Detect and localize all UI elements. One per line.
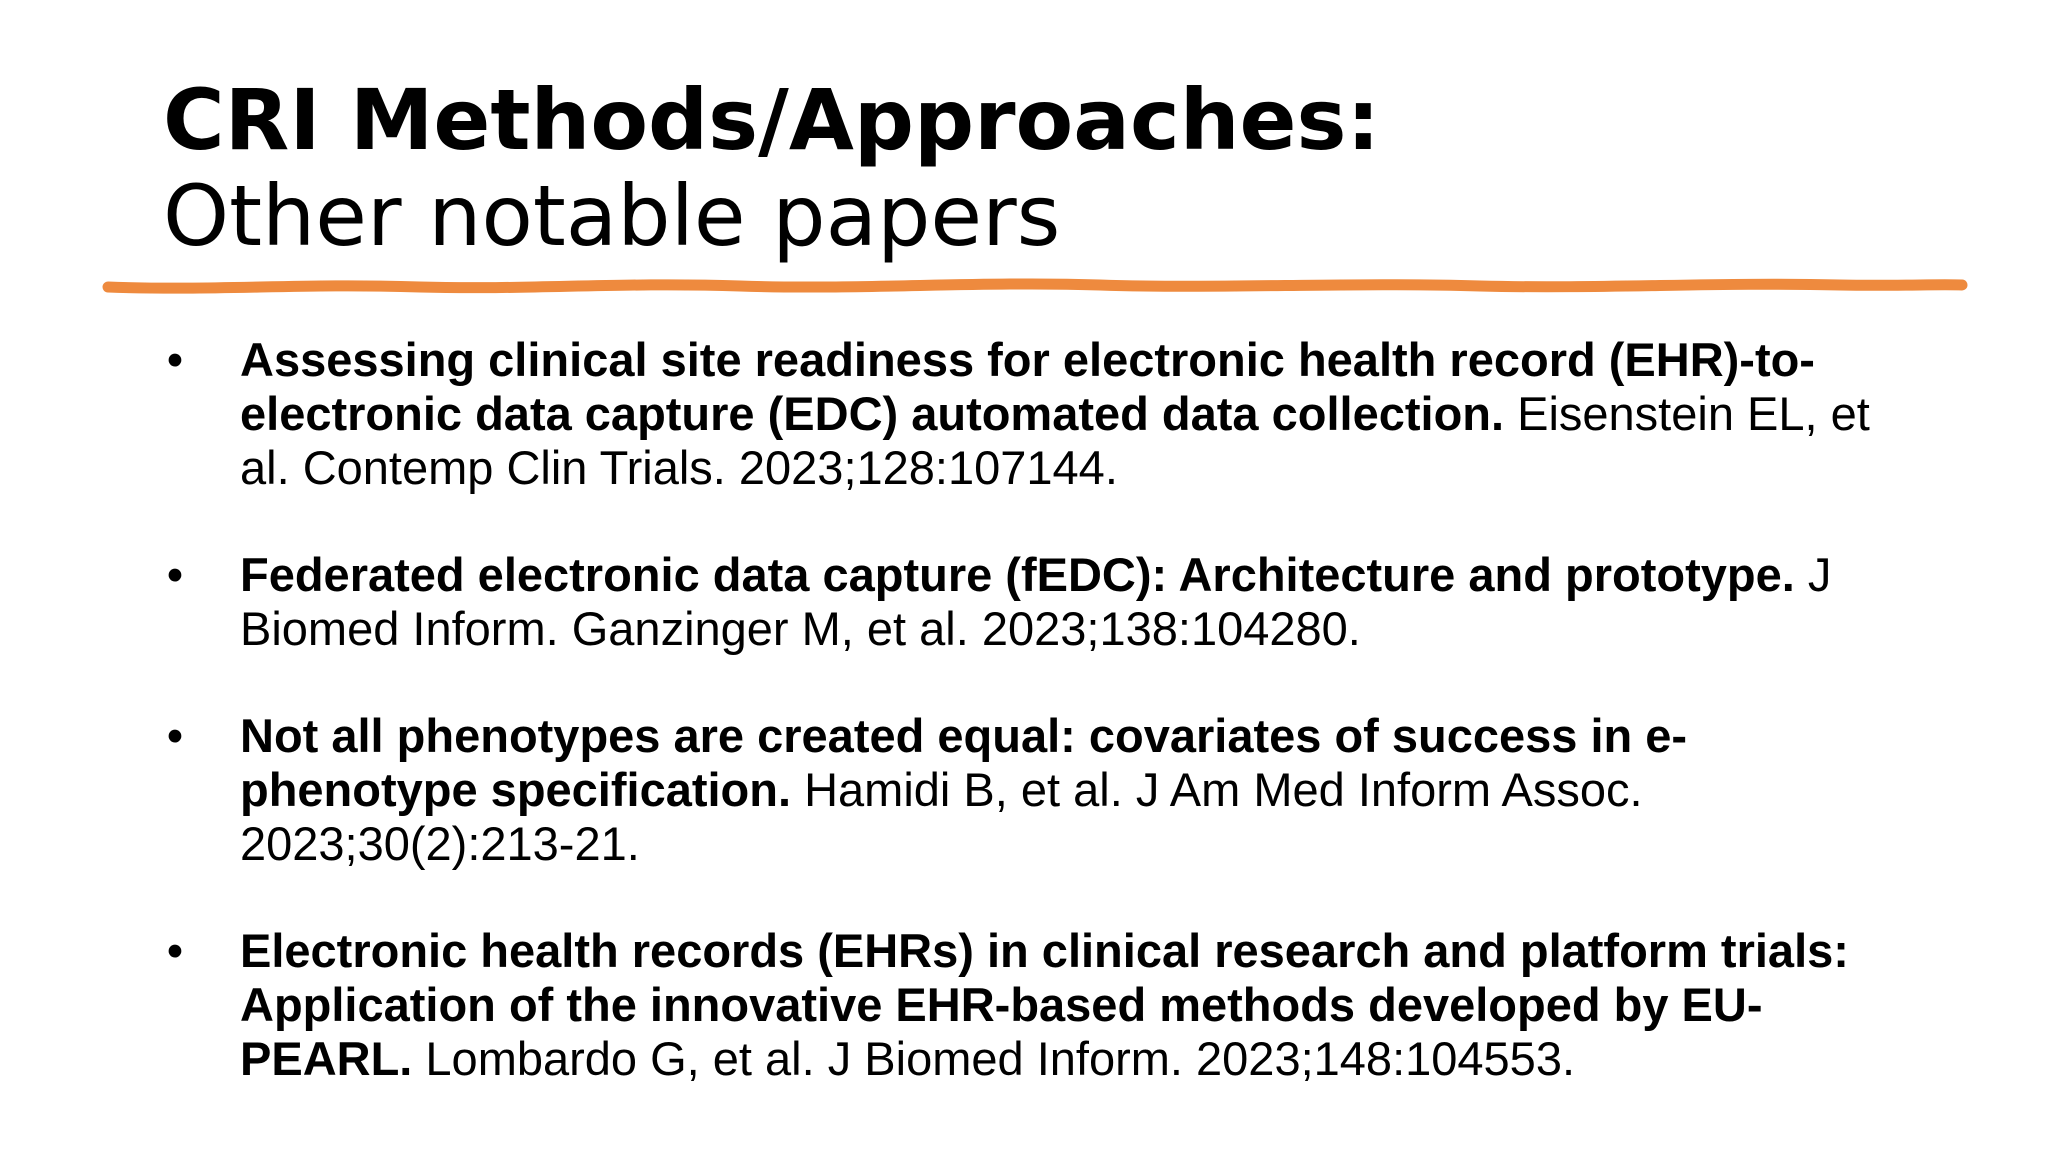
- bullet-icon: •: [166, 333, 184, 386]
- reference-citation: J Biomed Inform. Ganzinger M, et al. 2023;138:104280.: [240, 548, 1832, 655]
- reference-item: [160, 333, 1920, 495]
- reference-title: Not all phenotypes are created equal: covariates of success in e-phenotype specification.: [240, 709, 1688, 816]
- slide-title: CRI Methods/Approaches:: [163, 71, 1381, 169]
- reference-list: [160, 333, 1920, 1139]
- title-block: [163, 72, 1380, 264]
- reference-title: Assessing clinical site readiness for electronic health record (EHR)-to-electronic data capture (EDC) automated data collection.: [240, 333, 1815, 440]
- reference-citation: Lombardo G, et al. J Biomed Inform. 2023;148:104553.: [425, 1032, 1576, 1085]
- reference-citation: Hamidi B, et al. J Am Med Inform Assoc. 2023;30(2):213-21.: [240, 763, 1643, 870]
- bullet-icon: •: [166, 924, 184, 977]
- orange-underline-decoration: [100, 265, 1970, 305]
- bullet-icon: •: [166, 548, 184, 601]
- reference-item: [160, 709, 1920, 871]
- reference-item: [160, 548, 1920, 656]
- reference-title: Electronic health records (EHRs) in clinical research and platform trials: Application of the innovative EHR-based methods developed by EU-PEARL.: [240, 924, 1849, 1085]
- bullet-icon: •: [166, 709, 184, 762]
- reference-title: Federated electronic data capture (fEDC): Architecture and prototype.: [240, 548, 1808, 601]
- reference-item: [160, 924, 1920, 1086]
- reference-citation: Eisenstein EL, et al. Contemp Clin Trials. 2023;128:107144.: [240, 387, 1870, 494]
- slide-subtitle: Other notable papers: [163, 167, 1061, 265]
